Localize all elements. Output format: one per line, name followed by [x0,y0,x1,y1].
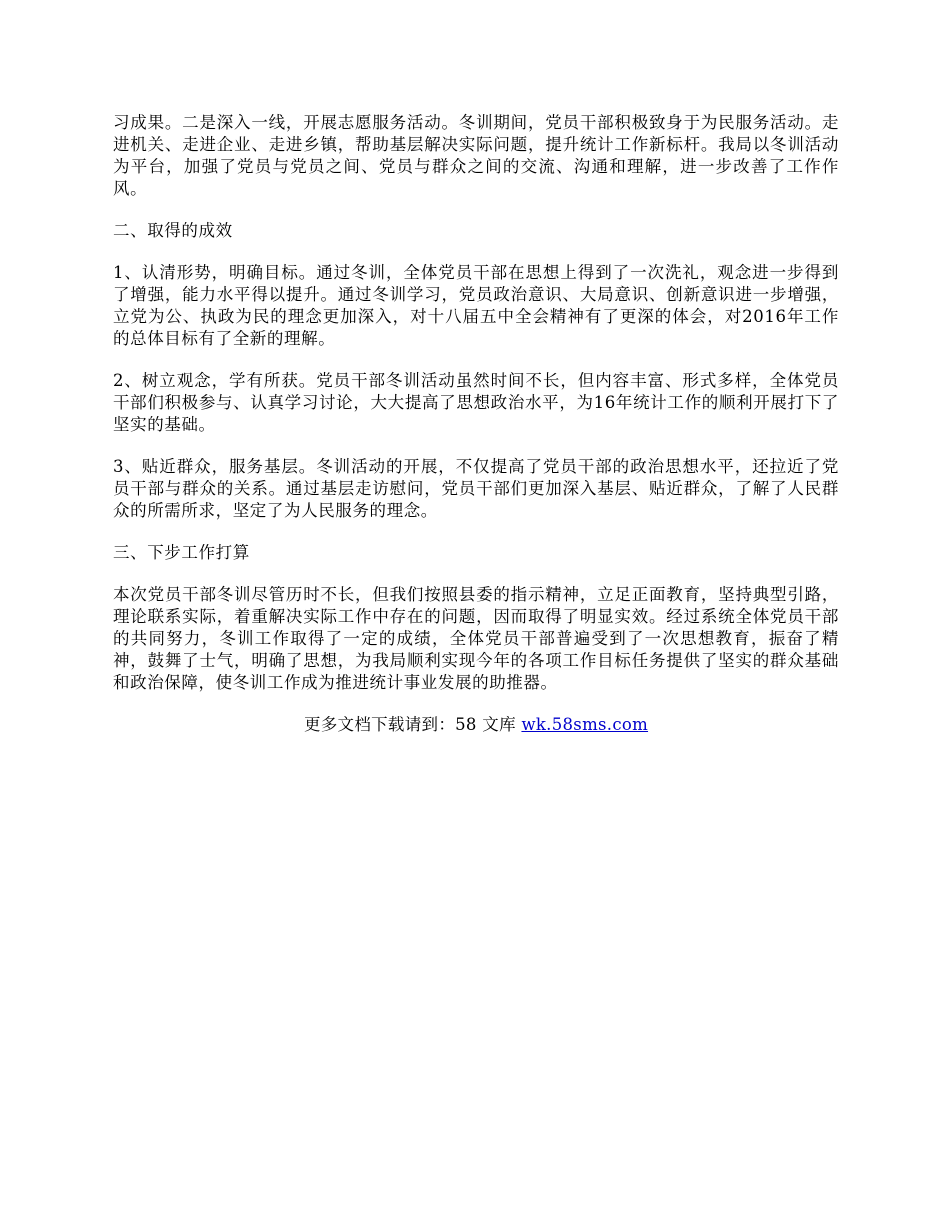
footer-prefix-text: 更多文档下载请到：58 文库 [303,715,522,734]
body-paragraph-4: 3、贴近群众，服务基层。冬训活动的开展，不仅提高了党员干部的政治思想水平，还拉近了党员干部与群众的关系。通过基层走访慰问，党员干部们更加深入基层、贴近群众，了解了人民群众的所需所求，坚定了为人民服务的理念。 [113,457,839,520]
body-paragraph-2: 1、认清形势，明确目标。通过冬训，全体党员干部在思想上得到了一次洗礼，观念进一步得到了增强，能力水平得以提升。通过冬训学习，党员政治意识、大局意识、创新意识进一步增强，立党为公、执政为民的理念更加深入，对十八届五中全会精神有了更深的体会，对2016年工作的总体目标有了全新的理解。 [113,263,839,348]
footer-download-link[interactable]: wk.58sms.com [521,715,649,734]
section-heading-achievements: 二、取得的成效 [113,221,233,240]
section-heading-next-steps: 三、下步工作打算 [113,543,250,562]
body-paragraph-1: 习成果。二是深入一线，开展志愿服务活动。冬训期间，党员干部积极致身于为民服务活动。走进机关、走进企业、走进乡镇，帮助基层解决实际问题，提升统计工作新标杆。我局以冬训活动为平台，加强了党员与党员之间、党员与群众之间的交流、沟通和理解，进一步改善了工作作风。 [113,113,839,198]
document-page [113,112,839,736]
body-paragraph-3: 2、树立观念，学有所获。党员干部冬训活动虽然时间不长，但内容丰富、形式多样，全体党员干部们积极参与、认真学习讨论，大大提高了思想政治水平，为16年统计工作的顺利开展打下了坚实的基础。 [113,371,839,434]
body-paragraph-5: 本次党员干部冬训尽管历时不长，但我们按照县委的指示精神，立足正面教育，坚持典型引路，理论联系实际，着重解决实际工作中存在的问题，因而取得了明显实效。经过系统全体党员干部的共同努力，冬训工作取得了一定的成绩，全体党员干部普遍受到了一次思想教育，振奋了精神，鼓舞了士气，明确了思想，为我局顺利实现今年的各项工作目标任务提供了坚实的群众基础和政治保障，使冬训工作成为推进统计事业发展的助推器。 [113,585,839,692]
download-footer [113,714,839,736]
